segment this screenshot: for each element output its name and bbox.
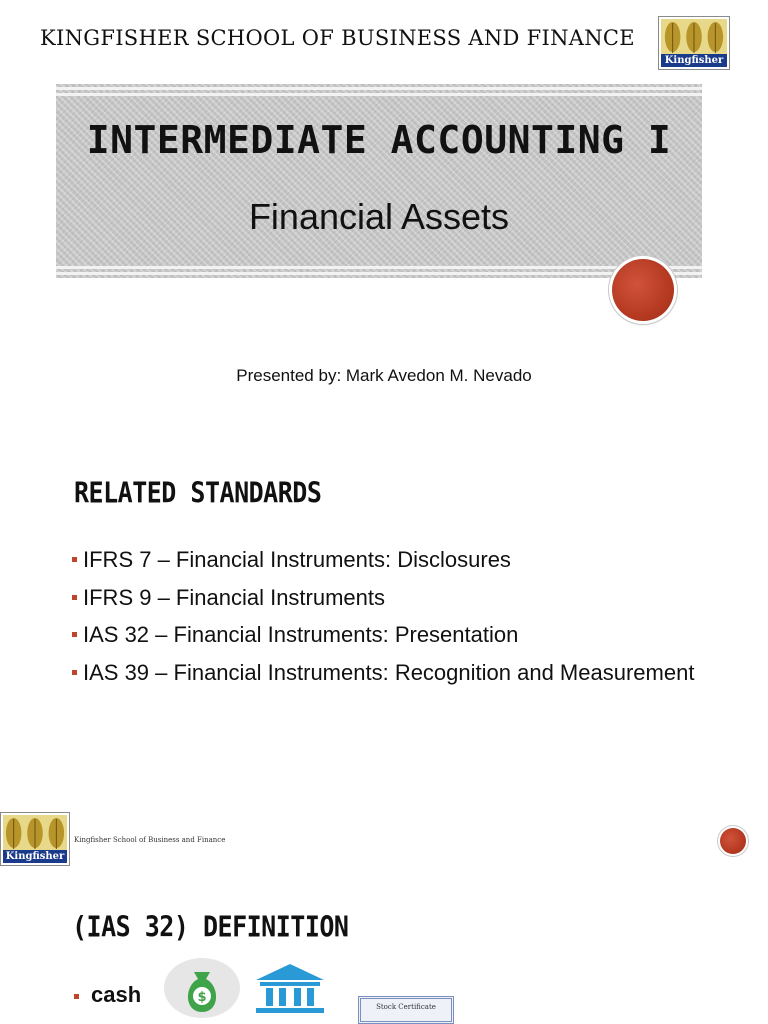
list-item-text: IFRS 9 – Financial Instruments <box>83 584 386 610</box>
logo-wordmark: Kingfisher <box>661 54 727 67</box>
presenter-line: Presented by: Mark Avedon M. Nevado <box>236 366 532 385</box>
list-item-text: IFRS 7 – Financial Instruments: Disclosures <box>83 547 511 572</box>
slide-footer: Kingfisher School of Business and Finance <box>74 836 226 844</box>
certificate-label: Stock Certificate <box>376 1003 436 1011</box>
stock-certificate-icon <box>358 996 454 1024</box>
money-bag-icon <box>164 958 240 1018</box>
list-item-text: IAS 32 – Financial Instruments: Presentation <box>83 622 519 647</box>
list-item-text: IAS 39 – Financial Instruments: Recognition and Measurement <box>83 659 695 685</box>
bullet-icon <box>72 670 77 675</box>
bank-icon <box>252 962 328 1014</box>
list-item-cash <box>74 982 141 1008</box>
topic-title: Financial Assets <box>248 196 510 237</box>
list-item <box>72 621 712 649</box>
decorative-red-circle-small <box>720 828 746 854</box>
logo-wordmark: Kingfisher <box>3 850 67 863</box>
school-header: KINGFISHER SCHOOL OF BUSINESS AND FINANCE <box>40 26 635 50</box>
list-item <box>72 659 712 687</box>
kingfisher-logo <box>658 16 730 70</box>
bullet-icon <box>72 557 77 562</box>
svg-text:$: $ <box>197 990 207 1005</box>
kingfisher-logo-footer <box>0 812 70 866</box>
course-title: INTERMEDIATE ACCOUNTING I <box>86 118 672 162</box>
slide-heading-definition: (IAS 32) DEFINITION <box>72 910 349 944</box>
bullet-icon <box>74 994 79 999</box>
bullet-icon <box>72 595 77 600</box>
slide-heading-related-standards: RELATED STANDARDS <box>74 476 322 510</box>
list-item-text: cash <box>91 982 142 1007</box>
decorative-red-circle <box>612 259 674 321</box>
list-item <box>72 584 712 612</box>
list-item <box>72 546 712 574</box>
title-banner <box>56 84 702 278</box>
standards-list <box>72 546 712 696</box>
bullet-icon <box>72 632 77 637</box>
